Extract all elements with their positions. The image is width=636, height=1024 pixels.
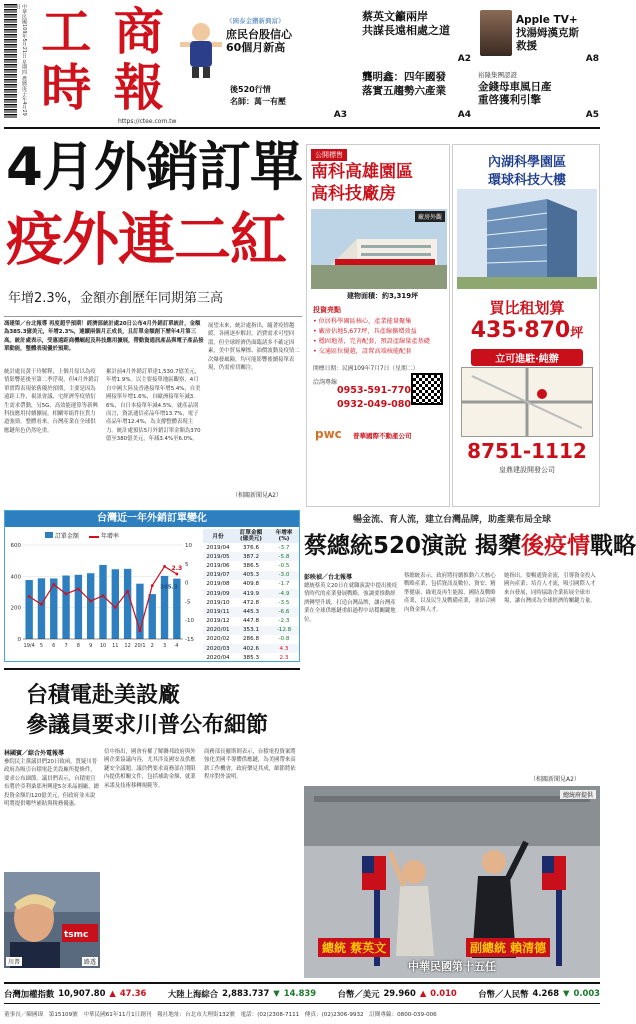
- main-headline-line1: 4月外銷訂單: [6, 137, 302, 198]
- main-subhead: 年增2.3%，金額亦創歷年同期第三高: [8, 291, 224, 306]
- table-row: [203, 580, 299, 589]
- line-point: [151, 584, 154, 587]
- teaser-block[interactable]: [362, 70, 474, 122]
- arrow-up-icon: ▲: [419, 987, 427, 998]
- ad-subtitle: 環球科技大樓: [487, 173, 566, 188]
- y-tick-label-right: 10: [185, 543, 192, 549]
- phone-number[interactable]: 0953-591-770: [337, 385, 411, 396]
- ticker-value: 10,907.80: [58, 987, 106, 998]
- inauguration-photo: [304, 786, 600, 978]
- teaser-title: 龔明鑫：四年國發 落實五趨勢六產業: [362, 71, 446, 97]
- table-cell: 2019/09: [206, 590, 230, 597]
- table-header: 訂單金額 (億美元): [239, 530, 263, 542]
- line-point: [114, 606, 117, 609]
- table-cell: 405.3: [242, 572, 259, 579]
- teaser-page-code: A5: [585, 110, 599, 120]
- table-header-row: [203, 529, 299, 543]
- teaser-title: 蔡英文籲兩岸 共謀長遠相處之道: [362, 10, 450, 37]
- table-cell: 376.6: [242, 544, 259, 551]
- table-cell: 2020/04: [206, 654, 230, 661]
- teaser-block[interactable]: [178, 8, 298, 80]
- table-cell: 2020/03: [206, 645, 230, 652]
- tsai-story: [304, 512, 636, 978]
- masthead-logo: [30, 2, 175, 120]
- ticker-item: [168, 988, 316, 1000]
- line-point: [126, 590, 129, 593]
- tsai-body-col1: 總統蔡英文20日在就職演說中提出後疫情時代的產業發展戰略，強調要推動經濟轉型升級，打造台灣品牌，讓台灣產業在全球供應鏈重組過程中站穩關鍵地位。: [304, 583, 398, 623]
- lede-text: 再度超乎預期！經濟部統計處20日公布4月外銷訂單統計，金額為385.3億美元，年增2.3%，連續兩個月正成長，且訂單金額創下歷年4月第三高。統計處表示，受惠遠距商機崛起及科技應用擴展，帶動資通訊產品與電子產品接單動能，整體表現優於預期。: [4, 321, 204, 353]
- photo-portrait: [480, 10, 512, 56]
- tsai-body-col2: 蔡總統表示，政府將持續推動六大核心戰略產業，包括資訊及數位、資安、精準健康、綠電及再生能源、國防及戰略產業，以及民生及戰備產業，並結合國內資金與人才。: [404, 573, 496, 613]
- ad-nanke[interactable]: [306, 144, 450, 507]
- masthead-url[interactable]: https://ctee.com.tw: [118, 118, 177, 125]
- masthead-rule: [4, 127, 600, 129]
- ad-phone[interactable]: 8751-1112: [467, 439, 587, 463]
- byline: 馮建棨／台北報導: [4, 321, 48, 327]
- tsmc-headline-line2: 參議員要求川普公布細節: [26, 713, 269, 738]
- y-tick-label-right: 0: [185, 580, 189, 587]
- table-row: [203, 653, 299, 662]
- teaser-title: Apple TV+ 找湯姆漢克斯 救援: [516, 14, 579, 52]
- ticker-row: [4, 988, 600, 1000]
- main-headline-line2: 疫外連二紅: [6, 207, 286, 273]
- table-row: [203, 626, 299, 635]
- bar: [99, 565, 106, 639]
- table-cell: 2019/10: [206, 599, 230, 606]
- x-tick-label: 3: [162, 643, 167, 649]
- bullets-title: 投資亮點: [313, 306, 341, 314]
- tsmc-story: [4, 668, 300, 976]
- logo-char: 工: [41, 2, 92, 61]
- y-tick-label-right: -10: [185, 618, 194, 625]
- chart-table: [203, 529, 299, 662]
- table-cell: 387.2: [242, 553, 259, 560]
- x-tick-label: 2: [150, 643, 154, 649]
- ad-photo: [311, 209, 447, 289]
- x-tick-label: 10: [99, 643, 107, 649]
- ticker-change: 14.839: [283, 987, 317, 998]
- x-tick-label: 7: [64, 643, 68, 649]
- teaser-tag: 裕隆集團認證: [478, 71, 517, 79]
- ticker-value: 29.960: [383, 987, 416, 998]
- logo-char: 商: [113, 2, 164, 61]
- bar: [25, 580, 32, 639]
- photo-credit: 路透: [83, 959, 96, 966]
- ticker-label: 台幣／美元: [337, 988, 380, 999]
- y-tick-label-right: 5: [185, 561, 189, 568]
- tsmc-body-col3: 商務部長羅斯則表示，台積電投資案將強化美國半導體供應鏈，為美國帶來高薪工作機會，政府樂見其成，細節將依程序對外說明。: [204, 749, 296, 781]
- date-note: 開標日期：民國109年7月7日（星期二）: [313, 366, 419, 372]
- table-header: 年增率 (%): [275, 530, 293, 542]
- photo-caption-bottom: 中華民國第十五任: [408, 960, 496, 973]
- table-cell: 2019/08: [206, 581, 230, 588]
- footer-info: 董事長／陳國瑋 第15109號 中華民國61年11月1日創刊 報社地址：台北市大理街132號 電話：(02)2308-7111 傳真：(02)2306-9932 訂閱專線：0800-039-006: [4, 1012, 437, 1018]
- ticker-item: [478, 988, 600, 1000]
- table-cell: 4.3: [279, 645, 289, 652]
- table-cell: 447.8: [242, 618, 259, 625]
- table-cell: 409.8: [242, 581, 259, 588]
- table-cell: -0.8: [278, 636, 290, 643]
- location-map: [461, 367, 593, 437]
- x-tick-label: 12: [124, 643, 131, 649]
- table-row: [203, 543, 299, 552]
- ticker-value: 2,883.737: [222, 987, 270, 998]
- x-tick-label: 6: [52, 643, 56, 649]
- x-tick-label: 19/4: [23, 643, 35, 649]
- legend-item-bar: 訂單金額: [45, 531, 79, 540]
- main-story: [4, 132, 304, 504]
- main-body-col2: 累計前4月外銷訂單達1,530.7億美元，年增1.9%。以主要接單地區觀察，4月自中國大陸及香港接單年增5.4%，自美國接單年增1.6%，自歐洲接單年減3.6%，自日本接單年減4.5%。就產品別而言，資訊通信產品年增13.7%，電子產品年增12.4%，為支撐整體表現主力。統計處預估5月外銷訂單金額為370億至380億美元，年減3.4%至6.0%。: [106, 369, 201, 443]
- chart-svg: [5, 539, 201, 659]
- x-tick-label: 4: [175, 643, 179, 649]
- line-point: [163, 565, 166, 568]
- photo-caption: 川普: [8, 959, 21, 966]
- x-tick-label: 9: [89, 643, 93, 649]
- x-tick-label: 20/1: [134, 643, 146, 649]
- ad-bullet: • 交通區位優越，設置高端核能配套: [313, 348, 412, 355]
- pwc-logo: pwc: [315, 427, 342, 441]
- line-point: [175, 573, 178, 576]
- teaser-page-code: A2: [457, 54, 471, 64]
- table-cell: 2019/04: [206, 544, 230, 551]
- table-cell: -0.5: [278, 562, 290, 569]
- teaser-tag: 《國泰金鑽新興富》: [226, 17, 285, 25]
- table-cell: 385.3: [242, 654, 259, 661]
- arrow-down-icon: ▼: [563, 987, 570, 998]
- y-tick-label-right: -5: [185, 599, 191, 606]
- teaser-page-code: A3: [333, 110, 347, 120]
- line-point: [77, 588, 80, 591]
- ticker-label: 台幣／人民幣: [478, 988, 529, 999]
- table-cell: 2020/02: [206, 636, 230, 643]
- barcode: [4, 4, 17, 119]
- chart-title: 台灣近一年外銷訂單變化: [5, 511, 299, 527]
- building-illustration: [457, 189, 597, 289]
- table-cell: 402.6: [242, 645, 259, 652]
- ad-title: 內湖科學園區: [487, 155, 566, 170]
- ad-bullet: • 位居科學園區核心，產業能量聚集: [313, 318, 412, 325]
- table-cell: 2020/01: [206, 627, 230, 634]
- y-tick-label-right: -15: [185, 637, 194, 643]
- logo-char: 報: [113, 58, 164, 117]
- ticker-change: 0.003: [573, 987, 600, 998]
- ad-price: 435‧870坪: [470, 318, 584, 343]
- teaser-block[interactable]: [478, 70, 602, 122]
- table-cell: -3.5: [278, 599, 290, 606]
- area-note: 建物面積：約3,319坪: [347, 292, 419, 300]
- ad-bullet: • 廠房佔地5,677坪，具產線擴增效益: [313, 328, 417, 335]
- table-cell: -4.9: [278, 590, 290, 597]
- ticker-change: 0.010: [430, 987, 457, 998]
- market-ticker: [4, 982, 600, 1004]
- y-tick-label-left: 400: [10, 574, 21, 581]
- data-label: 385.3: [160, 584, 178, 591]
- table-cell: 419.9: [242, 590, 259, 597]
- teaser-block[interactable]: [230, 84, 350, 122]
- bar: [87, 573, 94, 639]
- main-body-col3: 展望未來，統計處指出，隨著疫情趨緩、各國逐步解封，消費需求可望回溫，但全球經濟仍面臨諸多不確定因素，美中貿易摩擦、油價波動及疫情二次爆發風險，均可能影響後續接單表現，仍需密切關注。: [208, 323, 300, 372]
- table-row: [203, 561, 299, 570]
- x-tick-label: 8: [76, 643, 80, 649]
- table-cell: 2019/05: [206, 553, 230, 560]
- table-cell: -12.8: [276, 627, 292, 634]
- arrow-up-icon: ▲: [109, 987, 116, 998]
- bar: [75, 575, 82, 639]
- ad-title: 南科高雄園區 高科技廠房: [311, 162, 413, 204]
- table-cell: 2019/11: [206, 608, 230, 615]
- continued-note: （相關新聞見A2）: [232, 492, 282, 499]
- masthead: [0, 0, 175, 126]
- table-cell: 472.8: [242, 599, 259, 606]
- teaser-page-code: A8: [585, 54, 599, 64]
- table-cell: 2019/06: [206, 562, 230, 569]
- table-cell: 2.3: [279, 654, 289, 661]
- table-row: [203, 644, 299, 653]
- table-row: [203, 617, 299, 626]
- rule: [4, 316, 302, 317]
- phone-label: 洽詢專線: [313, 379, 338, 386]
- table-cell: 386.5: [242, 562, 259, 569]
- tsai-body-col3: 她指出，要暢通資金流，引導資金投入國內產業；培育人才流，吸引國際人才來台發展，同時協助企業拓展全球市場，讓台灣成為全球經濟的關鍵力量。: [504, 573, 596, 605]
- y-tick-label-left: 200: [10, 605, 21, 612]
- table-row: [203, 571, 299, 580]
- tsmc-headline-line1: 台積電赴美設廠: [26, 683, 181, 708]
- bar: [62, 576, 69, 639]
- ticker-item: [4, 988, 146, 1000]
- tsmc-body-col2: 信中指出，國會有權了解聯邦政府與外國企業協議內容，尤其涉及國安及供應鏈安全議題。議員們要求商務部在期限內提供相關文件，包括補助金額、就業承諾及技術移轉規範等。: [104, 749, 196, 789]
- line-point: [40, 603, 43, 606]
- table-cell: -6.6: [278, 608, 290, 615]
- table-row: [203, 635, 299, 644]
- table-cell: -3.0: [278, 572, 290, 579]
- byline: 彭映禎／台北報導: [304, 574, 353, 581]
- table-header: 月份: [212, 534, 224, 540]
- arrow-down-icon: ▼: [273, 987, 280, 998]
- chart-box: [4, 510, 300, 662]
- teaser-title: 庶民台股信心 60個月新高: [226, 28, 292, 54]
- x-tick-label: 5: [39, 643, 44, 649]
- x-tick-label: 11: [112, 643, 119, 649]
- table-cell: 445.3: [242, 608, 259, 615]
- photo-caption-left: 總統 蔡英文: [318, 938, 390, 957]
- ad-company: 皇鼎建設開發公司: [499, 466, 555, 474]
- line-point: [102, 594, 105, 597]
- line-point: [52, 583, 55, 586]
- ad-banner: 買比租划算: [489, 299, 565, 317]
- teaser-block[interactable]: [478, 6, 602, 66]
- byline: 林國賓／綜合外電報導: [4, 750, 65, 757]
- teaser-title: 後520行情 名師：萬一有壓: [230, 85, 286, 106]
- ad-neihu[interactable]: [452, 144, 600, 507]
- table-row: [203, 552, 299, 561]
- rule: [4, 668, 300, 670]
- teaser-title: 金錢母車風日產 重啓獲利引擎: [478, 81, 552, 106]
- data-label: 2.3: [171, 564, 183, 572]
- continued-note: （相關新聞見A2）: [530, 776, 580, 783]
- line-point: [139, 629, 142, 632]
- svg-text:tsmc: tsmc: [64, 930, 89, 940]
- table-cell: 2019/07: [206, 572, 230, 579]
- photo-caption: 廠房外觀: [415, 211, 445, 222]
- ad-banner: 立可進駐‧純辦: [471, 349, 583, 366]
- ticker-label: 台灣加權指數: [4, 988, 55, 999]
- teaser-block[interactable]: [362, 10, 474, 66]
- line-point: [89, 600, 92, 603]
- line-point: [28, 595, 31, 598]
- table-cell: -3.7: [278, 544, 290, 551]
- logo-char: 時: [41, 58, 92, 117]
- legend-item-line: 年增率: [89, 531, 119, 540]
- trump-photo: [4, 872, 100, 968]
- line-point: [65, 592, 68, 595]
- photo-caption-right: 副總統 賴清德: [466, 938, 550, 957]
- table-row: [203, 607, 299, 616]
- ticker-value: 4.268: [532, 987, 560, 998]
- table-cell: -2.3: [278, 618, 290, 625]
- table-row: [203, 589, 299, 598]
- table-body: [203, 543, 299, 662]
- table-cell: 353.1: [242, 627, 259, 634]
- ticker-change: 47.36: [119, 987, 147, 998]
- main-body-col1: 統計處長黃于玲解釋，上個月原以為疫情影響延後至第二季浮現，但4月外銷訂單實際表現依舊優於預期，主要是因為遠距工作、視訊會議、宅經濟等疫情衍生需求帶動，另5G、高效能運算等新興科技應用持續擴展，相關零組件拉貨力道強勁。整體看來，台灣產業在全球供應鏈角色仍然吃重。: [4, 369, 100, 434]
- tsai-kicker: 暢金流、育人流，建立台灣品牌，助產業布局全球: [352, 515, 551, 525]
- ad-company: 普華國際不動產公司: [353, 432, 412, 440]
- table-cell: 286.8: [242, 636, 259, 643]
- table-cell: -5.8: [278, 553, 290, 560]
- photo-credit: 總統府提供: [560, 790, 596, 799]
- ad-bullets: [313, 317, 447, 357]
- qr-code-icon[interactable]: [411, 373, 443, 405]
- ad-bullet: • 穩固地基，完善配套，預設產線量產基礎: [313, 338, 430, 345]
- teaser-page-code: A4: [457, 110, 471, 120]
- tsmc-body-col1: 參院民主黨議員們20日致函，質疑川普政府為吸引台積電赴美設廠所提條件，要求公布細節。議員們表示，台積電宣布將於亞利桑那州興建5奈米晶圓廠，總投資金額約120億美元，但政府並未說明將提供哪些補貼與稅務優惠。: [4, 759, 100, 808]
- bar: [149, 594, 156, 639]
- bar: [38, 578, 45, 639]
- ticker-label: 大陸上海綜合: [167, 988, 219, 999]
- table-row: [203, 598, 299, 607]
- y-tick-label-left: 600: [10, 543, 21, 549]
- tsai-headline: 蔡總統520演說 揭櫫後疫情戰略: [304, 533, 636, 559]
- ad-tag: 公開標售: [311, 149, 347, 161]
- phone-number[interactable]: 0932-049-080: [337, 399, 411, 410]
- table-cell: -1.7: [278, 581, 290, 588]
- edition-info: 中華民國109年5月21日 星期四 農曆庚子年4月29日: [15, 4, 27, 116]
- main-lede: [4, 320, 204, 362]
- ticker-item: [338, 988, 457, 1000]
- table-cell: 2019/12: [206, 618, 230, 625]
- y-tick-label-left: 0: [17, 637, 21, 643]
- bar: [124, 569, 131, 639]
- cartoon-figure-icon: [180, 20, 222, 78]
